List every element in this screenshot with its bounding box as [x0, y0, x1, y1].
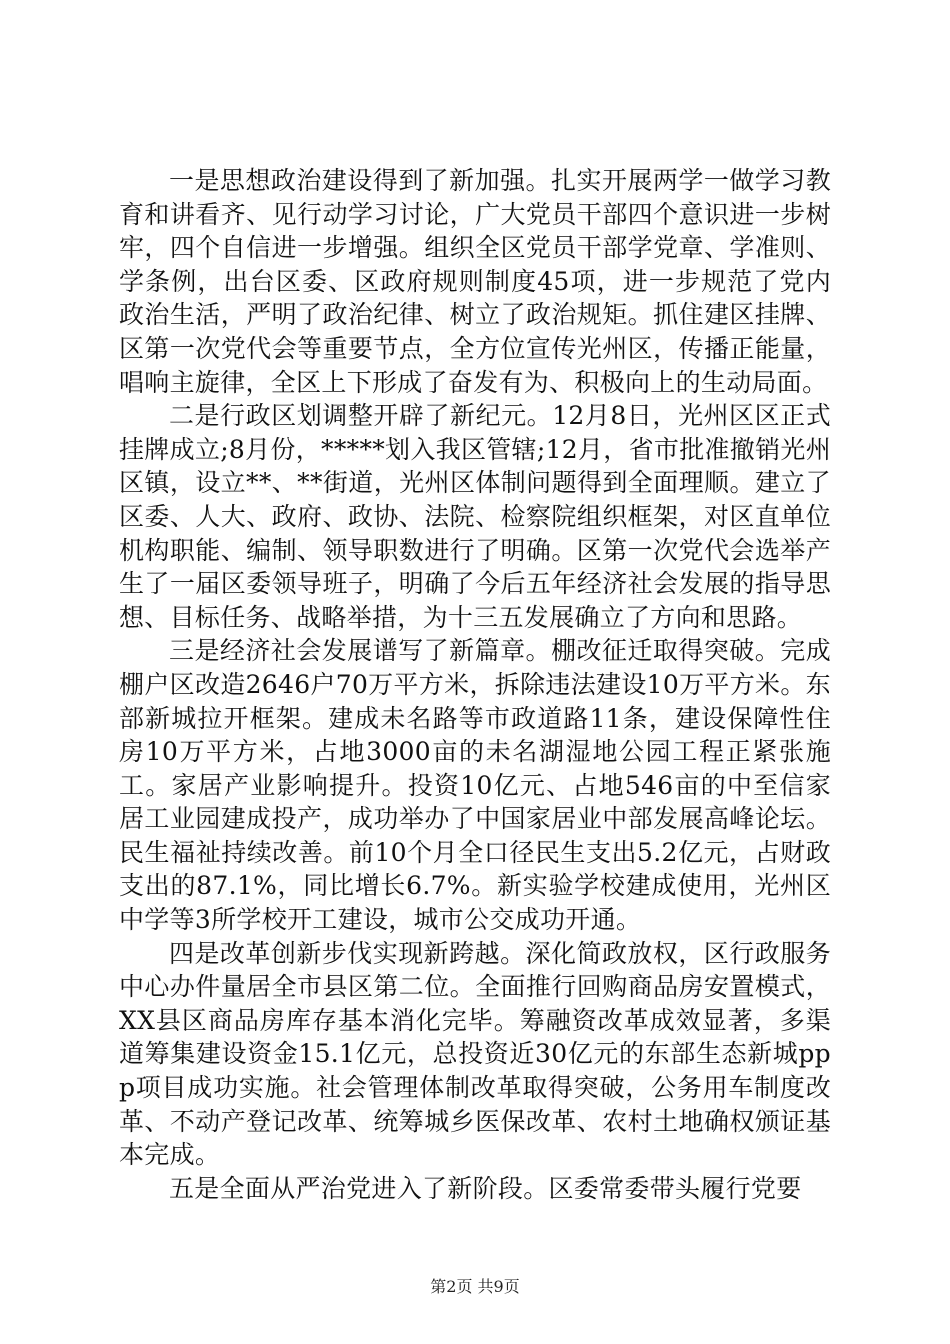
paragraph-party-discipline: 五是全面从严治党进入了新阶段。区委常委带头履行党要 [169, 1173, 802, 1203]
document-body [119, 164, 831, 1205]
paragraph-ideology: 一是思想政治建设得到了新加强。扎实开展两学一做学习教育和讲看齐、见行动学习讨论，广大党员干部四个意识进一步树牢，四个自信进一步增强。组织全区党员干部学党章、学准则、学条例，出台区委、区政府规则制度45项，进一步规范了党内政治生活，严明了政治纪律、树立了政治规矩。抓住建区挂牌、区第一次党代会等重要节点，全方位宣传光州区，传播正能量，唱响主旋律，全区上下形成了奋发有为、积极向上的生动局面。 [119, 166, 831, 397]
page-number-footer: 第2页 共9页 [430, 1277, 520, 1296]
paragraph-reform-innovation: 四是改革创新步伐实现新跨越。深化简政放权，区行政服务中心办件量居全市县区第二位。全面推行回购商品房安置模式，XX县区商品房库存基本消化完毕。筹融资改革成效显著，多渠道筹集建设资金15.1亿元，总投资近30亿元的东部生态新城ppp项目成功实施。社会管理体制改革取得突破，公务用车制度改革、不动产登记改革、统筹城乡医保改革、农村土地确权颁证基本完成。 [119, 938, 831, 1170]
paragraph-administrative-division: 二是行政区划调整开辟了新纪元。12月8日，光州区区正式挂牌成立;8月份，*****划入我区管辖;12月，省市批准撤销光州区镇，设立**、**街道，光州区体制问题得到全面理顺。建立了区委、人大、政府、政协、法院、检察院组织框架，对区直单位机构职能、编制、领导职数进行了明确。区第一次党代会选举产生了一届区委领导班子，明确了今后五年经济社会发展的指导思想、目标任务、战略举措，为十三五发展确立了方向和思路。 [119, 401, 831, 632]
paragraph-economic-development: 三是经济社会发展谱写了新篇章。棚改征迁取得突破。完成棚户区改造2646户70万平方米，拆除违法建设10万平方米。东部新城拉开框架。建成未名路等市政道路11条，建设保障性住房10万平方米，占地3000亩的未名湖湿地公园工程正紧张施工。家居产业影响提升。投资10亿元、占地546亩的中至信家居工业园建成投产，成功举办了中国家居业中部发展高峰论坛。民生福祉持续改善。前10个月全口径民生支出5.2亿元，占财政支出的87.1%，同比增长6.7%。新实验学校建成使用，光州区中学等3所学校开工建设，城市公交成功开通。 [119, 636, 831, 935]
